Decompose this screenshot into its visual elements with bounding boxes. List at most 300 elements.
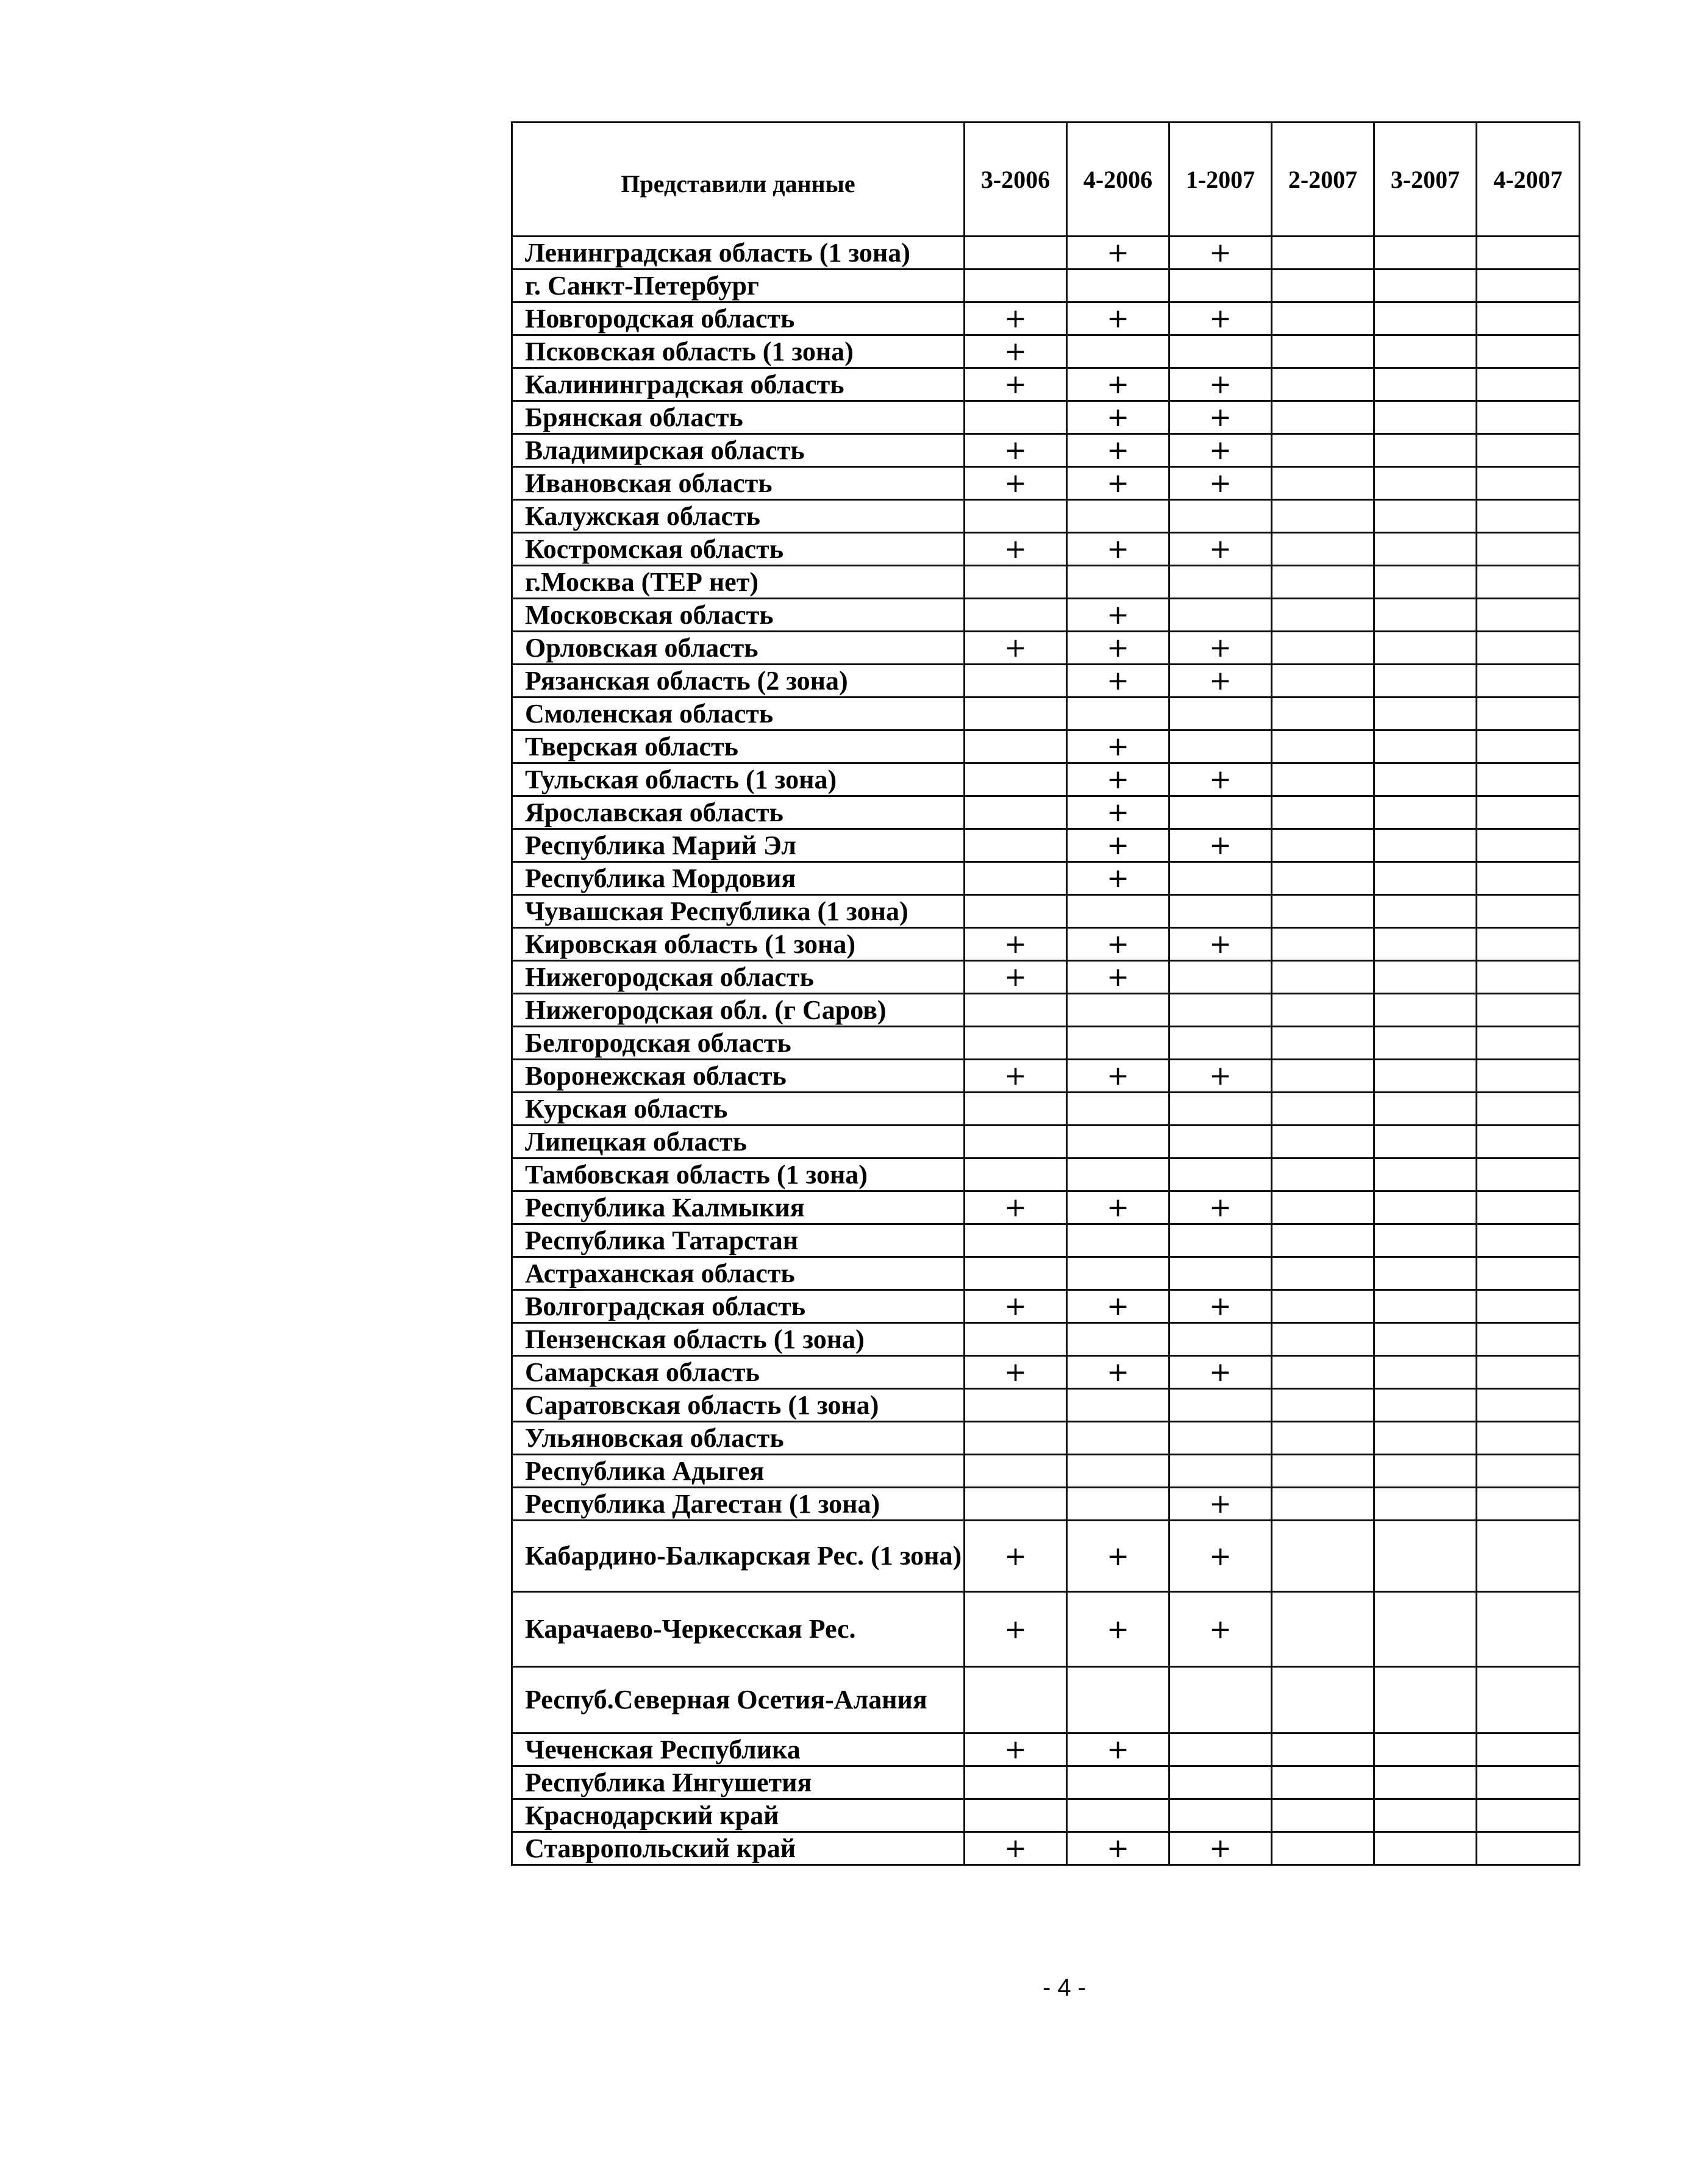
mark-cell: + (1067, 401, 1169, 434)
mark-cell (1477, 335, 1580, 368)
mark-cell (1169, 1027, 1272, 1060)
mark-cell (1169, 1158, 1272, 1191)
mark-cell (1477, 1191, 1580, 1224)
mark-cell (965, 401, 1067, 434)
mark-cell (1477, 1323, 1580, 1356)
mark-cell (1477, 269, 1580, 302)
region-name-cell: Костромская область (512, 533, 965, 566)
mark-cell: + (1169, 829, 1272, 862)
mark-cell (1272, 895, 1374, 928)
table-row (512, 237, 1580, 269)
region-name-cell: Республика Татарстан (512, 1224, 965, 1257)
mark-cell (965, 665, 1067, 698)
header-period-cell: 4-2006 (1067, 123, 1169, 237)
mark-cell: + (1067, 763, 1169, 796)
mark-cell (965, 1027, 1067, 1060)
mark-cell: + (965, 302, 1067, 335)
mark-cell: + (1169, 665, 1272, 698)
mark-cell: + (1067, 1733, 1169, 1766)
mark-cell (1374, 237, 1477, 269)
mark-cell (1169, 862, 1272, 895)
mark-cell (1272, 1191, 1374, 1224)
mark-cell (1272, 1667, 1374, 1733)
region-name-cell: Ставропольский край (512, 1832, 965, 1865)
mark-cell (1169, 895, 1272, 928)
mark-cell (1374, 1832, 1477, 1865)
mark-cell: + (1067, 302, 1169, 335)
mark-cell (965, 269, 1067, 302)
mark-cell (1477, 1060, 1580, 1093)
mark-cell (965, 1158, 1067, 1191)
table-row (512, 566, 1580, 599)
mark-cell (965, 1323, 1067, 1356)
mark-cell (1067, 994, 1169, 1027)
mark-cell (1477, 1126, 1580, 1158)
mark-cell (1374, 1224, 1477, 1257)
table-row (512, 533, 1580, 566)
mark-cell (1477, 730, 1580, 763)
mark-cell (1169, 1766, 1272, 1799)
mark-cell (1477, 467, 1580, 500)
mark-cell (1477, 302, 1580, 335)
mark-cell (1169, 1389, 1272, 1422)
mark-cell (1067, 1224, 1169, 1257)
mark-cell (1272, 862, 1374, 895)
mark-cell: + (1169, 533, 1272, 566)
mark-cell (1374, 928, 1477, 961)
mark-cell: + (1169, 1356, 1272, 1389)
mark-cell (1169, 566, 1272, 599)
region-name-cell: Пензенская область (1 зона) (512, 1323, 965, 1356)
table-body (512, 237, 1580, 1865)
mark-cell (1272, 467, 1374, 500)
table-row (512, 1832, 1580, 1865)
region-name-cell: Тамбовская область (1 зона) (512, 1158, 965, 1191)
mark-cell (1272, 1733, 1374, 1766)
region-name-cell: Калининградская область (512, 368, 965, 401)
mark-cell: + (1067, 533, 1169, 566)
mark-cell: + (965, 1356, 1067, 1389)
mark-cell: + (1169, 1521, 1272, 1592)
mark-cell (1169, 730, 1272, 763)
mark-cell (965, 1093, 1067, 1126)
mark-cell (1374, 269, 1477, 302)
region-name-cell: Республика Дагестан (1 зона) (512, 1488, 965, 1521)
mark-cell (1374, 434, 1477, 467)
mark-cell (1374, 862, 1477, 895)
mark-cell: + (1067, 1290, 1169, 1323)
mark-cell (965, 1799, 1067, 1832)
mark-cell (1272, 1455, 1374, 1488)
mark-cell: + (965, 1592, 1067, 1667)
table-row (512, 1521, 1580, 1592)
mark-cell (965, 1455, 1067, 1488)
mark-cell (1067, 1455, 1169, 1488)
table-row (512, 994, 1580, 1027)
region-name-cell: Ярославская область (512, 796, 965, 829)
mark-cell (1374, 796, 1477, 829)
mark-cell (1067, 1027, 1169, 1060)
mark-cell (1067, 566, 1169, 599)
mark-cell (1272, 599, 1374, 632)
mark-cell (1374, 1323, 1477, 1356)
mark-cell (1374, 961, 1477, 994)
mark-cell (1374, 1356, 1477, 1389)
table-row (512, 1422, 1580, 1455)
table-row (512, 1027, 1580, 1060)
mark-cell: + (1067, 632, 1169, 665)
mark-cell (1477, 1521, 1580, 1592)
region-name-cell: Республика Марий Эл (512, 829, 965, 862)
region-name-cell: Владимирская область (512, 434, 965, 467)
mark-cell (1477, 994, 1580, 1027)
mark-cell (1272, 1290, 1374, 1323)
mark-cell: + (965, 1521, 1067, 1592)
mark-cell: + (965, 928, 1067, 961)
mark-cell (1169, 698, 1272, 730)
mark-cell (1477, 1422, 1580, 1455)
mark-cell: + (1067, 1592, 1169, 1667)
mark-cell (1169, 269, 1272, 302)
table-row (512, 928, 1580, 961)
mark-cell: + (1067, 237, 1169, 269)
mark-cell (1477, 1290, 1580, 1323)
mark-cell (1272, 1093, 1374, 1126)
mark-cell (1169, 1733, 1272, 1766)
mark-cell (1272, 269, 1374, 302)
mark-cell: + (965, 961, 1067, 994)
mark-cell (1272, 698, 1374, 730)
mark-cell: + (1169, 1191, 1272, 1224)
header-period-cell: 2-2007 (1272, 123, 1374, 237)
mark-cell: + (965, 1733, 1067, 1766)
table-row (512, 1290, 1580, 1323)
mark-cell (1272, 796, 1374, 829)
region-name-cell: Ивановская область (512, 467, 965, 500)
mark-cell (1374, 566, 1477, 599)
mark-cell (1067, 1488, 1169, 1521)
table-row (512, 599, 1580, 632)
mark-cell (1374, 368, 1477, 401)
table-row (512, 1592, 1580, 1667)
mark-cell (1272, 1356, 1374, 1389)
mark-cell (1272, 1832, 1374, 1865)
mark-cell: + (965, 335, 1067, 368)
mark-cell (1272, 1521, 1374, 1592)
mark-cell: + (1067, 368, 1169, 401)
mark-cell (965, 796, 1067, 829)
mark-cell (1477, 698, 1580, 730)
table-row (512, 368, 1580, 401)
table-row (512, 1158, 1580, 1191)
mark-cell (1169, 961, 1272, 994)
mark-cell (1169, 1455, 1272, 1488)
mark-cell (965, 698, 1067, 730)
mark-cell (1374, 1488, 1477, 1521)
mark-cell (1374, 1455, 1477, 1488)
mark-cell (1374, 632, 1477, 665)
region-name-cell: Республика Адыгея (512, 1455, 965, 1488)
mark-cell (1477, 1488, 1580, 1521)
mark-cell (1477, 1667, 1580, 1733)
mark-cell (1374, 763, 1477, 796)
mark-cell (1374, 1592, 1477, 1667)
mark-cell (1272, 302, 1374, 335)
mark-cell (1067, 269, 1169, 302)
mark-cell (1272, 434, 1374, 467)
mark-cell (1272, 368, 1374, 401)
mark-cell (1477, 1832, 1580, 1865)
mark-cell (1272, 1323, 1374, 1356)
mark-cell: + (1067, 1521, 1169, 1592)
mark-cell (1477, 895, 1580, 928)
mark-cell (965, 763, 1067, 796)
mark-cell (1374, 1799, 1477, 1832)
mark-cell (1374, 335, 1477, 368)
mark-cell (1477, 796, 1580, 829)
mark-cell (1374, 994, 1477, 1027)
mark-cell (1272, 1389, 1374, 1422)
mark-cell: + (1067, 862, 1169, 895)
mark-cell (1272, 1488, 1374, 1521)
mark-cell (1067, 1667, 1169, 1733)
region-name-cell: Краснодарский край (512, 1799, 965, 1832)
mark-cell (965, 1766, 1067, 1799)
table-row (512, 796, 1580, 829)
mark-cell (1272, 566, 1374, 599)
table-row (512, 1455, 1580, 1488)
region-name-cell: Республика Ингушетия (512, 1766, 965, 1799)
mark-cell: + (965, 1290, 1067, 1323)
mark-cell: + (1067, 1191, 1169, 1224)
mark-cell (1374, 401, 1477, 434)
mark-cell: + (1067, 434, 1169, 467)
mark-cell (1272, 1766, 1374, 1799)
mark-cell (1477, 1158, 1580, 1191)
mark-cell (1477, 566, 1580, 599)
mark-cell (1374, 698, 1477, 730)
table-row (512, 730, 1580, 763)
region-name-cell: Тверская область (512, 730, 965, 763)
table-row (512, 467, 1580, 500)
table-row (512, 1126, 1580, 1158)
mark-cell (1067, 1389, 1169, 1422)
mark-cell (1067, 1799, 1169, 1832)
mark-cell: + (1067, 1356, 1169, 1389)
mark-cell (1272, 928, 1374, 961)
table-row (512, 1191, 1580, 1224)
region-name-cell: Волгоградская область (512, 1290, 965, 1323)
mark-cell (1272, 1027, 1374, 1060)
mark-cell (1272, 632, 1374, 665)
header-period-cell: 3-2007 (1374, 123, 1477, 237)
mark-cell (1067, 1323, 1169, 1356)
mark-cell (1477, 368, 1580, 401)
table-row (512, 1766, 1580, 1799)
region-name-cell: Карачаево-Черкесская Рес. (512, 1592, 965, 1667)
mark-cell (1272, 665, 1374, 698)
mark-cell: + (1169, 237, 1272, 269)
mark-cell (1374, 1290, 1477, 1323)
mark-cell (1272, 500, 1374, 533)
mark-cell (1477, 1224, 1580, 1257)
header-period-cell: 1-2007 (1169, 123, 1272, 237)
mark-cell: + (1169, 1832, 1272, 1865)
mark-cell: + (965, 1191, 1067, 1224)
region-name-cell: Белгородская область (512, 1027, 965, 1060)
mark-cell (1477, 1733, 1580, 1766)
table-row (512, 335, 1580, 368)
region-name-cell: Рязанская область (2 зона) (512, 665, 965, 698)
mark-cell (965, 1389, 1067, 1422)
mark-cell (1067, 1422, 1169, 1455)
mark-cell (1477, 533, 1580, 566)
region-name-cell: Смоленская область (512, 698, 965, 730)
mark-cell (965, 1257, 1067, 1290)
table-header-row (512, 123, 1580, 237)
mark-cell (1477, 1389, 1580, 1422)
mark-cell (1272, 401, 1374, 434)
region-name-cell: Новгородская область (512, 302, 965, 335)
table-row (512, 1667, 1580, 1733)
mark-cell (1272, 763, 1374, 796)
table-row (512, 434, 1580, 467)
mark-cell (965, 237, 1067, 269)
mark-cell: + (965, 467, 1067, 500)
mark-cell (1374, 302, 1477, 335)
mark-cell (1477, 401, 1580, 434)
mark-cell: + (1067, 1060, 1169, 1093)
table-row (512, 302, 1580, 335)
table-row (512, 1257, 1580, 1290)
mark-cell: + (965, 434, 1067, 467)
region-name-cell: Чувашская Республика (1 зона) (512, 895, 965, 928)
region-name-cell: Республика Калмыкия (512, 1191, 965, 1224)
region-name-cell: Липецкая область (512, 1126, 965, 1158)
table-row (512, 1733, 1580, 1766)
region-name-cell: Кировская область (1 зона) (512, 928, 965, 961)
mark-cell (1067, 500, 1169, 533)
mark-cell (1374, 1422, 1477, 1455)
mark-cell (1272, 1592, 1374, 1667)
mark-cell (1374, 1257, 1477, 1290)
mark-cell: + (965, 632, 1067, 665)
mark-cell (965, 1488, 1067, 1521)
mark-cell: + (1169, 1592, 1272, 1667)
mark-cell (1272, 961, 1374, 994)
mark-cell (1477, 1356, 1580, 1389)
table-row (512, 895, 1580, 928)
header-region-cell: Представили данные (512, 123, 965, 237)
table-row (512, 1799, 1580, 1832)
table-row (512, 269, 1580, 302)
mark-cell (965, 1667, 1067, 1733)
mark-cell (1067, 1158, 1169, 1191)
mark-cell: + (1067, 467, 1169, 500)
page-number-text: - 4 - (1042, 1974, 1087, 2001)
mark-cell (1477, 434, 1580, 467)
mark-cell (1477, 1766, 1580, 1799)
mark-cell (1374, 533, 1477, 566)
mark-cell (965, 1224, 1067, 1257)
mark-cell (1477, 961, 1580, 994)
mark-cell (1477, 1093, 1580, 1126)
mark-cell (965, 1126, 1067, 1158)
mark-cell (965, 566, 1067, 599)
mark-cell (1477, 928, 1580, 961)
table-row (512, 632, 1580, 665)
mark-cell (1374, 1389, 1477, 1422)
region-name-cell: Тульская область (1 зона) (512, 763, 965, 796)
table-row (512, 1356, 1580, 1389)
mark-cell (1374, 467, 1477, 500)
mark-cell (1272, 237, 1374, 269)
mark-cell (965, 994, 1067, 1027)
header-period-cell: 3-2006 (965, 123, 1067, 237)
mark-cell (1272, 335, 1374, 368)
mark-cell (1169, 500, 1272, 533)
mark-cell (1272, 829, 1374, 862)
mark-cell (1272, 1257, 1374, 1290)
mark-cell (1374, 1126, 1477, 1158)
mark-cell: + (965, 533, 1067, 566)
mark-cell (1374, 500, 1477, 533)
mark-cell (1067, 1766, 1169, 1799)
mark-cell (1374, 1158, 1477, 1191)
region-name-cell: Воронежская область (512, 1060, 965, 1093)
mark-cell: + (1169, 467, 1272, 500)
mark-cell (1067, 1126, 1169, 1158)
mark-cell (1374, 1191, 1477, 1224)
table-row (512, 763, 1580, 796)
mark-cell (1477, 1592, 1580, 1667)
region-name-cell: Ленинградская область (1 зона) (512, 237, 965, 269)
mark-cell (1169, 1126, 1272, 1158)
mark-cell (1374, 1521, 1477, 1592)
mark-cell: + (1067, 1832, 1169, 1865)
table-row (512, 961, 1580, 994)
mark-cell (965, 730, 1067, 763)
mark-cell: + (1169, 434, 1272, 467)
region-name-cell: Ульяновская область (512, 1422, 965, 1455)
mark-cell: + (1169, 632, 1272, 665)
region-name-cell: Саратовская область (1 зона) (512, 1389, 965, 1422)
mark-cell (1067, 895, 1169, 928)
mark-cell (1374, 1060, 1477, 1093)
mark-cell: + (965, 1832, 1067, 1865)
table-row (512, 1093, 1580, 1126)
mark-cell (965, 1422, 1067, 1455)
mark-cell (1374, 1027, 1477, 1060)
table-row (512, 862, 1580, 895)
mark-cell (1374, 1667, 1477, 1733)
mark-cell (1374, 730, 1477, 763)
mark-cell (965, 599, 1067, 632)
mark-cell (1169, 796, 1272, 829)
region-name-cell: Курская область (512, 1093, 965, 1126)
mark-cell (1272, 1060, 1374, 1093)
mark-cell: + (1067, 829, 1169, 862)
header-period-cell: 4-2007 (1477, 123, 1580, 237)
table-row (512, 1323, 1580, 1356)
mark-cell (1169, 1224, 1272, 1257)
mark-cell (1374, 1093, 1477, 1126)
region-name-cell: Московская область (512, 599, 965, 632)
region-name-cell: Орловская область (512, 632, 965, 665)
mark-cell (1477, 829, 1580, 862)
page-number (0, 1974, 1681, 2002)
mark-cell (1067, 698, 1169, 730)
